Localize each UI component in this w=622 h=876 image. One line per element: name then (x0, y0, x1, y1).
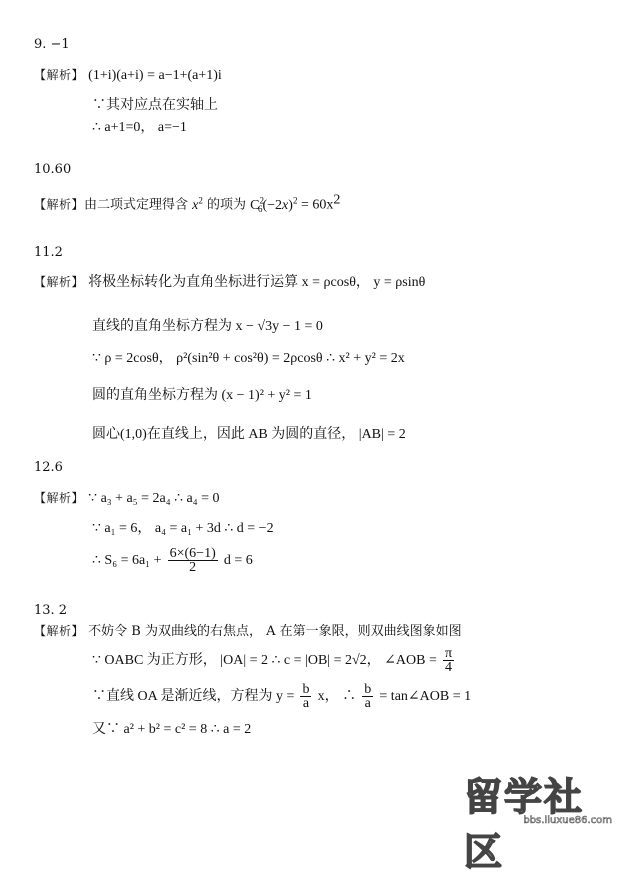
q13-tan: = tan∠AOB = 1 (379, 689, 472, 704)
q9-equation: (1+i)(a+i) = a−1+(a+1)i (88, 68, 222, 83)
q12-fraction (168, 547, 218, 574)
q13-setup: 不妨令 B 为双曲线的右焦点， A 在第一象限，则双曲线图象如图 (88, 624, 462, 639)
q13-a: a (302, 696, 310, 711)
q9-line2 (92, 97, 218, 115)
analysis-tag: 【解析】 (34, 491, 85, 505)
q10-binomial: $C^2_6(-2x)^2$ (250, 195, 298, 215)
q9-result: ∴ a+1=0， a=−1 (92, 120, 187, 135)
q12-line3 (92, 546, 253, 576)
q10-result: = 60x (300, 197, 334, 213)
q13-b-2: b (364, 682, 372, 697)
q13-asymptote-mid: x， ∴ (317, 689, 357, 704)
q13-answer: 13. 2 (34, 603, 68, 618)
analysis-tag: 【解析】 (34, 68, 85, 82)
q10-text2: 的项为 (202, 197, 251, 213)
q13-square: ∵ OABC 为正方形， |OA| = 2 ∴ c = |OB| = 2√2， ∠AOB = (92, 653, 437, 668)
q10-answer: 10.60 (34, 162, 72, 177)
q13-ba-fraction (300, 683, 311, 710)
q12-common-difference: ∵ a₁ = 6， a₄ = a₁ + 3d ∴ d = −2 (92, 521, 274, 536)
q13-ba-fraction-2 (362, 683, 373, 710)
q12-s6-left: ∴ S₆ = 6a₁ + (92, 553, 162, 568)
q13-line4 (92, 721, 251, 739)
q13-angle-num: π (445, 646, 453, 661)
q13-b: b (302, 682, 310, 697)
q11-conversion: 将极坐标转化为直角坐标进行运算 x = ρcosθ， y = ρsinθ (88, 275, 426, 290)
q12-line2 (92, 520, 274, 538)
q9-condition: ∵其对应点在实轴上 (92, 98, 218, 113)
q9-line3 (92, 119, 187, 137)
q12-frac-num: 6×(6−1) (169, 546, 216, 561)
q13-a-2: a (364, 696, 371, 711)
analysis-tag: 【解析】 (34, 624, 85, 638)
q13-solution (34, 622, 462, 641)
analysis-tag: 【解析】 (34, 275, 85, 289)
q11-conclusion: 圆心(1,0)在直线上，因此 AB 为圆的直径， |AB| = 2 (92, 427, 406, 442)
watermark-url: bbs.liuxue86.com (523, 815, 612, 826)
q11-circle-derivation: ∵ ρ = 2cosθ， ρ²(sin²θ + cos²θ) = 2ρcosθ ∴ x² + y² = 2x (92, 351, 405, 366)
q9-solution (34, 66, 222, 85)
q12-sum: ∵ a₃ + a₅ = 2a₄ ∴ a₄ = 0 (88, 491, 220, 506)
q12-s6-right: d = 6 (223, 553, 253, 568)
q11-line5 (92, 426, 406, 444)
q13-angle-fraction (443, 647, 454, 674)
q11-answer: 11.2 (34, 245, 63, 260)
q13-asymptote: ∵直线 OA 是渐近线，方程为 y = (92, 689, 295, 704)
q11-solution (34, 273, 425, 292)
q12-frac-den: 2 (189, 560, 197, 575)
q10-solution: 【解析】由二项式定理得含 $x^2$ 的项为 $C^2_6(-2x)^2 = 60x^2$ (34, 192, 341, 215)
q12-answer: 12.6 (34, 460, 63, 475)
q13-angle-den: 4 (445, 660, 453, 675)
q10-text: 由二项式定理得含 (84, 197, 193, 213)
q11-circle-eq: 圆的直角坐标方程为 (x − 1)² + y² = 1 (92, 388, 312, 403)
q13-result: 又∵ a² + b² = c² = 8 ∴ a = 2 (92, 722, 252, 737)
analysis-tag: 【解析】 (34, 197, 85, 212)
q11-line3 (92, 350, 405, 368)
q10-x2: $x^2$ (192, 195, 203, 213)
watermark-logo (464, 764, 614, 874)
q13-line2 (92, 646, 456, 676)
q12-solution (34, 489, 220, 508)
q11-line4 (92, 387, 312, 405)
q9-answer: 9. −1 (34, 37, 70, 52)
watermark-text: 留学社区 (464, 775, 585, 874)
q11-line2 (92, 318, 323, 336)
q13-line3 (92, 682, 471, 712)
q11-line-eq: 直线的直角坐标方程为 x − √3y − 1 = 0 (92, 319, 323, 334)
